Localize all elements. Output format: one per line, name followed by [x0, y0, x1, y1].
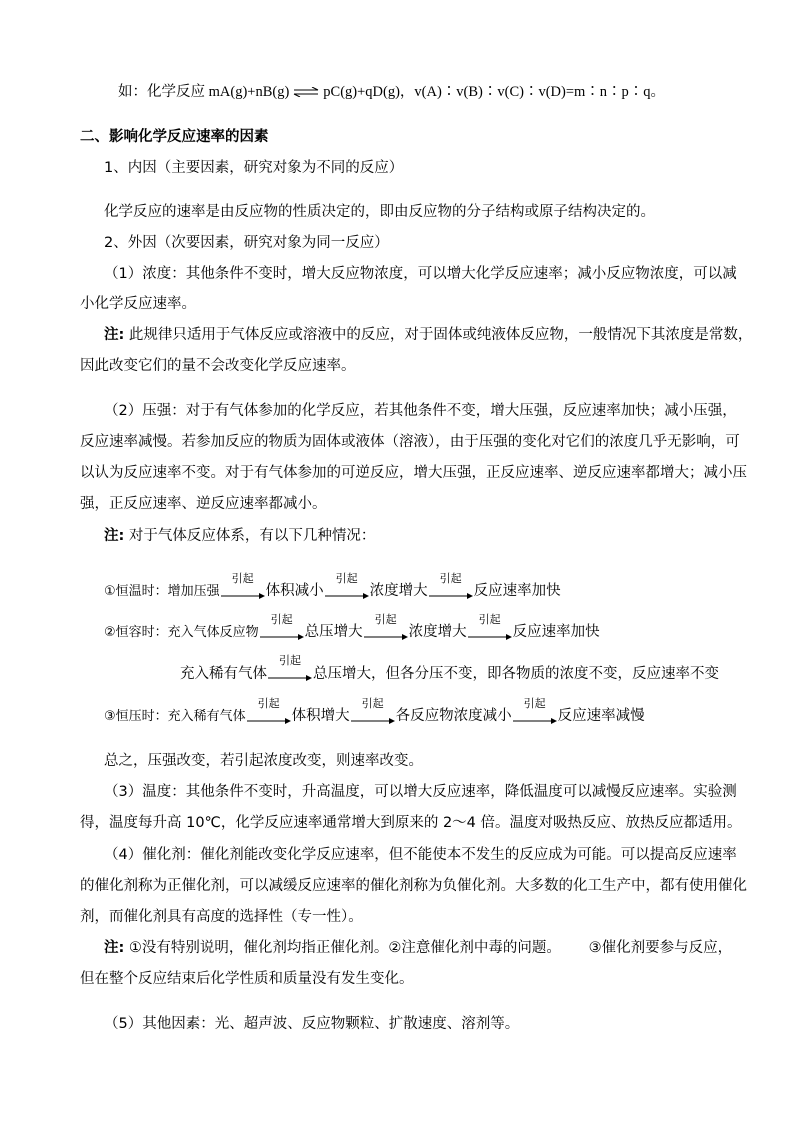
pressure-line-4: 强，正反应速率、逆反应速率都减小。: [80, 496, 327, 512]
case-2b-prefix: 充入稀有气体: [180, 666, 267, 682]
case-2b-step-1: 总压增大，但各分压不变，即各物质的浓度不变，反应速率不变: [313, 666, 719, 682]
catalyst-line-1: （4）催化剂：催化剂能改变化学反应速率，但不能使本不发生的反应成为可能。可以提高反应速率: [104, 847, 737, 863]
causes-arrow-icon: 引起: [247, 707, 291, 727]
catalyst-line-2: 的催化剂称为正催化剂，可以减缓反应速率的催化剂称为负催化剂。大多数的化工生产中，都有使用催化: [80, 878, 747, 894]
case-3-step-2: 各反应物浓度减小: [395, 708, 512, 724]
pressure-case-2b: [180, 654, 719, 684]
case-2-step-1: 总压增大: [304, 624, 363, 640]
pressure-summary: 总之，压强改变，若引起浓度改变，则速率改变。: [104, 753, 423, 769]
example-prefix: 如：化学反应 mA(g)+nB(g): [118, 84, 290, 100]
case-1-step-3: 反应速率加快: [473, 583, 561, 599]
note-label: 注:: [104, 327, 125, 343]
catalyst-note-text: ①没有特别说明，催化剂均指正催化剂。②注意催化剂中毒的问题。 ③催化剂要参与反应，: [124, 940, 733, 956]
case-3-prefix: ③恒压时：充入稀有气体: [104, 709, 246, 724]
other-factors: （5）其他因素：光、超声波、反应物颗粒、扩散速度、溶剂等。: [104, 1016, 520, 1032]
pressure-case-3: [104, 697, 645, 727]
causes-arrow-icon: 引起: [325, 582, 369, 602]
temperature-line-2: 得，温度每升高 10℃，化学反应速率通常增大到原来的 2～4 倍。温度对吸热反应、放热反应都适用。: [80, 815, 742, 831]
external-factor-title: 2、外因（次要因素，研究对象为同一反应）: [104, 235, 389, 251]
example-equation-line: [118, 82, 665, 103]
internal-factor-title: 1、内因（主要因素，研究对象为不同的反应）: [104, 160, 404, 176]
note-label: 注:: [104, 528, 125, 544]
causes-arrow-icon: 引起: [260, 623, 304, 643]
case-2-step-3: 反应速率加快: [512, 624, 600, 640]
causes-arrow-icon: 引起: [429, 582, 473, 602]
case-3-step-1: 体积增大: [291, 708, 350, 724]
concentration-line-1: （1）浓度：其他条件不变时，增大反应物浓度，可以增大化学反应速率；减小反应物浓度，可以减: [104, 266, 737, 282]
causes-arrow-icon: 引起: [221, 582, 265, 602]
concentration-note-text: 此规律只适用于气体反应或溶液中的反应，对于固体或纯液体反应物，一般情况下其浓度是常数，: [124, 327, 753, 343]
concentration-note-line-1: [104, 325, 752, 345]
catalyst-note-line-1: [104, 938, 732, 958]
causes-arrow-icon: 引起: [468, 623, 512, 643]
case-1-prefix: ①恒温时：增加压强: [104, 584, 220, 599]
note-label: 注:: [104, 940, 125, 956]
example-suffix: pC(g)+qD(g)，v(A)∶v(B)∶v(C)∶v(D)=m∶n∶p∶q。: [323, 84, 666, 100]
case-2-prefix: ②恒容时：充入气体反应物: [104, 625, 259, 640]
case-1-step-2: 浓度增大: [369, 583, 428, 599]
pressure-line-2: 反应速率减慢。若参加反应的物质为固体或液体（溶液），由于压强的变化对它们的浓度几乎无影响，可: [80, 434, 740, 450]
internal-factor-text: 化学反应的速率是由反应物的性质决定的，即由反应物的分子结构或原子结构决定的。: [104, 204, 655, 220]
pressure-note: [104, 526, 375, 546]
catalyst-line-3: 剂，而催化剂具有高度的选择性（专一性）。: [80, 909, 363, 925]
catalyst-note-line-2: 但在整个反应结束后化学性质和质量没有发生变化。: [80, 971, 414, 987]
concentration-line-2: 小化学反应速率。: [80, 296, 196, 312]
equilibrium-arrow-icon: [293, 83, 319, 103]
temperature-line-1: （3）温度：其他条件不变时，升高温度，可以增大反应速率，降低温度可以减慢反应速率。实验测: [104, 784, 737, 800]
concentration-note-line-2: 因此改变它们的量不会改变化学反应速率。: [80, 358, 356, 374]
causes-arrow-icon: 引起: [364, 623, 408, 643]
pressure-line-1: （2）压强：对于有气体参加的化学反应，若其他条件不变，增大压强，反应速率加快；减小压强，: [104, 403, 737, 419]
pressure-note-text: 对于气体反应体系，有以下几种情况：: [124, 528, 376, 544]
section-heading: 二、影响化学反应速率的因素: [80, 129, 269, 145]
case-1-step-1: 体积减小: [265, 583, 324, 599]
causes-arrow-icon: 引起: [351, 707, 395, 727]
causes-arrow-icon: 引起: [268, 664, 312, 684]
case-3-step-3: 反应速率减慢: [557, 708, 645, 724]
causes-arrow-icon: 引起: [513, 707, 557, 727]
pressure-line-3: 以认为反应速率不变。对于有气体参加的可逆反应，增大压强，正反应速率、逆反应速率都增大；减小压: [80, 465, 747, 481]
pressure-case-2: [104, 613, 600, 643]
pressure-case-1: [104, 572, 561, 602]
case-2-step-2: 浓度增大: [408, 624, 467, 640]
